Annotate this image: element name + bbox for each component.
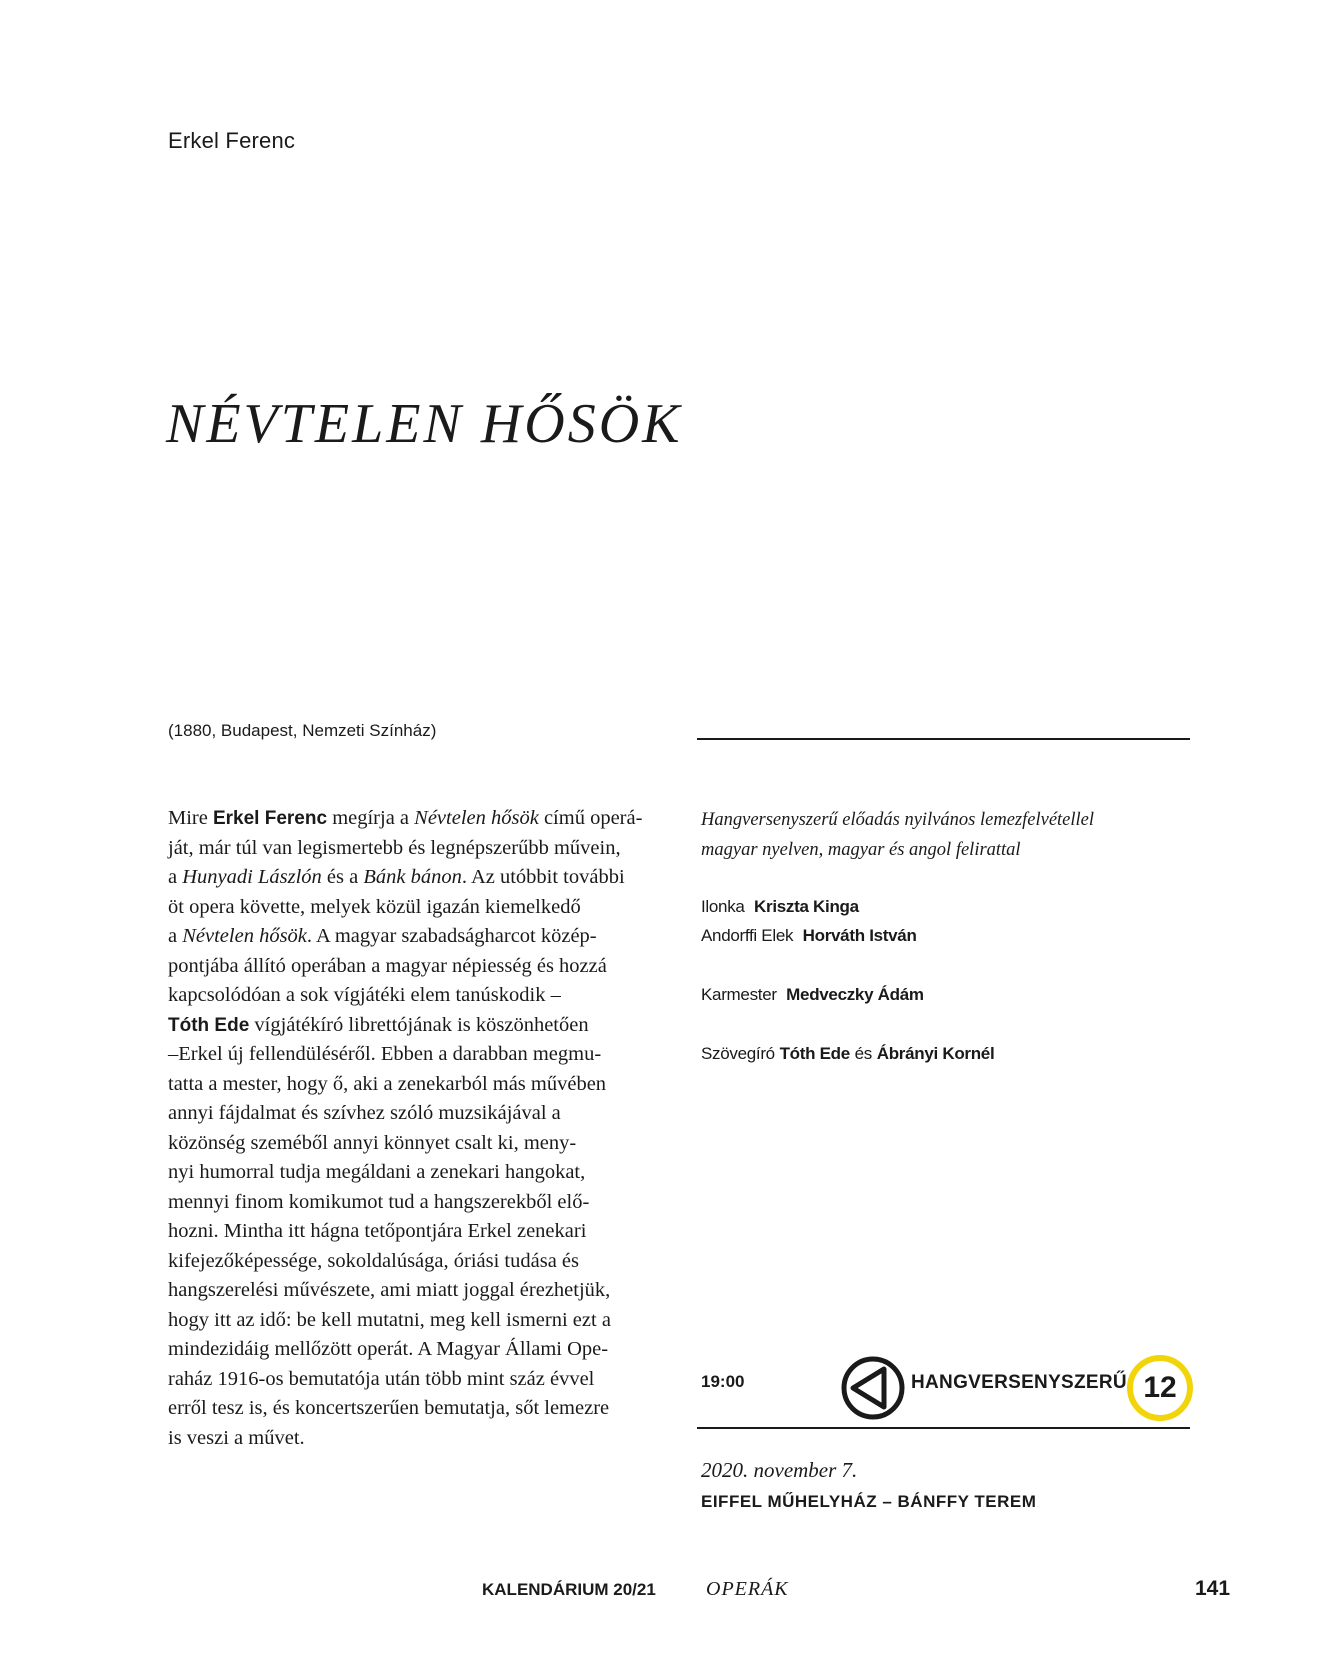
article-body [168,804,658,1453]
divider-top [697,738,1190,740]
italic-title: Névtelen hősök [414,807,539,829]
text-run: hozni. Mintha itt hágna tetőpontjára Erkel zenekari [168,1220,587,1242]
text-run: tatta a mester, hogy ő, aki a zenekarból más művében [168,1072,607,1095]
page-number: 141 [1195,1577,1231,1600]
body-line [168,834,658,864]
opera-title: NÉVTELEN HŐSÖK [166,393,683,455]
event-date: 2020. november 7. [701,1458,858,1482]
divider-bottom [697,1427,1190,1429]
body-line [168,1365,658,1395]
body-line [168,804,658,834]
body-line [168,1247,658,1277]
text-run: erről tesz is, és koncertszerűen bemutatja, sőt lemezre [168,1397,610,1419]
cast-name: Kriszta Kinga [754,897,859,916]
text-run: . Az utóbbit további [461,866,625,888]
text-run: kapcsolódóan a sok vígjátéki elem tanúskodik – [168,984,561,1006]
librettist-joiner: és [854,1044,872,1063]
body-line [168,1070,658,1100]
text-run: is veszi a művet. [168,1426,305,1449]
event-venue: EIFFEL MŰHELYHÁZ – BÁNFFY TEREM [701,1492,1037,1511]
conductor-entry [701,985,924,1005]
text-run: című operá- [538,807,643,829]
description-line: Hangversenyszerű előadás nyilvános lemezfelvétellel [701,810,1095,830]
text-run: megírja a [327,807,415,829]
cast-role: Andorffi Elek [701,926,794,945]
body-line [168,952,658,982]
text-run: raház 1916-os bemutatója után több mint száz évvel [168,1367,595,1390]
footer-publication: KALENDÁRIUM 20/21 [482,1580,656,1599]
body-line [168,922,658,952]
body-line [168,863,658,893]
body-line [168,1011,658,1041]
body-line [168,1217,658,1247]
text-run: és a [321,866,364,888]
text-run: közönség szeméből annyi könnyet csalt ki, meny- [168,1131,577,1154]
italic-title: Hunyadi Lászlón [182,866,322,888]
body-line [168,1158,658,1188]
text-run: . A magyar szabadságharcot közép- [306,925,597,947]
librettist-role: Szövegíró [701,1044,775,1063]
body-line [168,1306,658,1336]
librettist-name: Ábrányi Kornél [876,1044,995,1063]
body-line [168,1099,658,1129]
text-run: ját, már túl van legismertebb és legnépszerűbb művein, [168,836,621,859]
description-line: magyar nyelven, magyar és angol felirattal [701,839,1021,860]
text-run: hangszerelési művészete, ami miatt joggal érezhetjük, [168,1279,611,1301]
text-run: vígjátékíró librettójának is köszönhetően [249,1013,589,1036]
text-run: mindezidáig mellőzött operát. A Magyar Állami Ope- [168,1338,609,1360]
conductor-name: Medveczky Ádám [786,985,924,1004]
body-line [168,1335,658,1365]
text-run: a [168,925,183,947]
conductor-role: Karmester [701,985,777,1004]
text-run: pontjába állító operában a magyar népiesség és hozzá [168,954,607,977]
footer-section: OPERÁK [706,1578,789,1600]
librettist-entry [701,1044,994,1064]
performance-description [701,806,1191,865]
body-line [168,1394,658,1424]
play-triangle-circle-icon [840,1355,906,1421]
cast-role: Ilonka [701,897,745,916]
body-line [168,893,658,923]
text-run: öt opera követte, melyek közül igazán kiemelkedő [168,895,581,918]
cast-name: Horváth István [802,926,917,945]
text-run: –Erkel új fellendüléséről. Ebben a darabban megmu- [168,1043,602,1065]
text-run: mennyi finom komikumot tud a hangszerekből elő- [168,1190,590,1213]
body-line [168,1188,658,1218]
text-run: nyi humorral tudja megáldani a zenekari hangokat, [168,1161,586,1183]
bold-name: Erkel Ferenc [212,808,328,829]
text-run: hogy itt az idő: be kell mutatni, meg kell ismerni ezt a [168,1308,611,1331]
librettist-name: Tóth Ede [779,1044,850,1063]
text-run: a [168,866,183,888]
text-run: Mire [168,807,213,829]
body-line [168,981,658,1011]
composer-name: Erkel Ferenc [168,128,296,153]
cast-entry [701,897,859,917]
cast-entry [701,926,917,946]
genre-label: HANGVERSENYSZERŰ [911,1372,1127,1393]
body-line [168,1424,658,1454]
premiere-info: (1880, Budapest, Nemzeti Színház) [168,721,437,740]
event-time: 19:00 [701,1372,745,1391]
bold-name: Tóth Ede [168,1014,250,1036]
text-run: annyi fájdalmat és szívhez szóló muzsikájával a [168,1102,561,1124]
body-line [168,1129,658,1159]
age-rating-badge: 12 [1127,1355,1193,1421]
italic-title: Bánk bánon [363,866,462,888]
body-line [168,1040,658,1070]
italic-title: Névtelen hősök [182,925,307,947]
text-run: kifejezőképessége, sokoldalúsága, óriási tudása és [168,1249,580,1272]
body-line [168,1276,658,1306]
